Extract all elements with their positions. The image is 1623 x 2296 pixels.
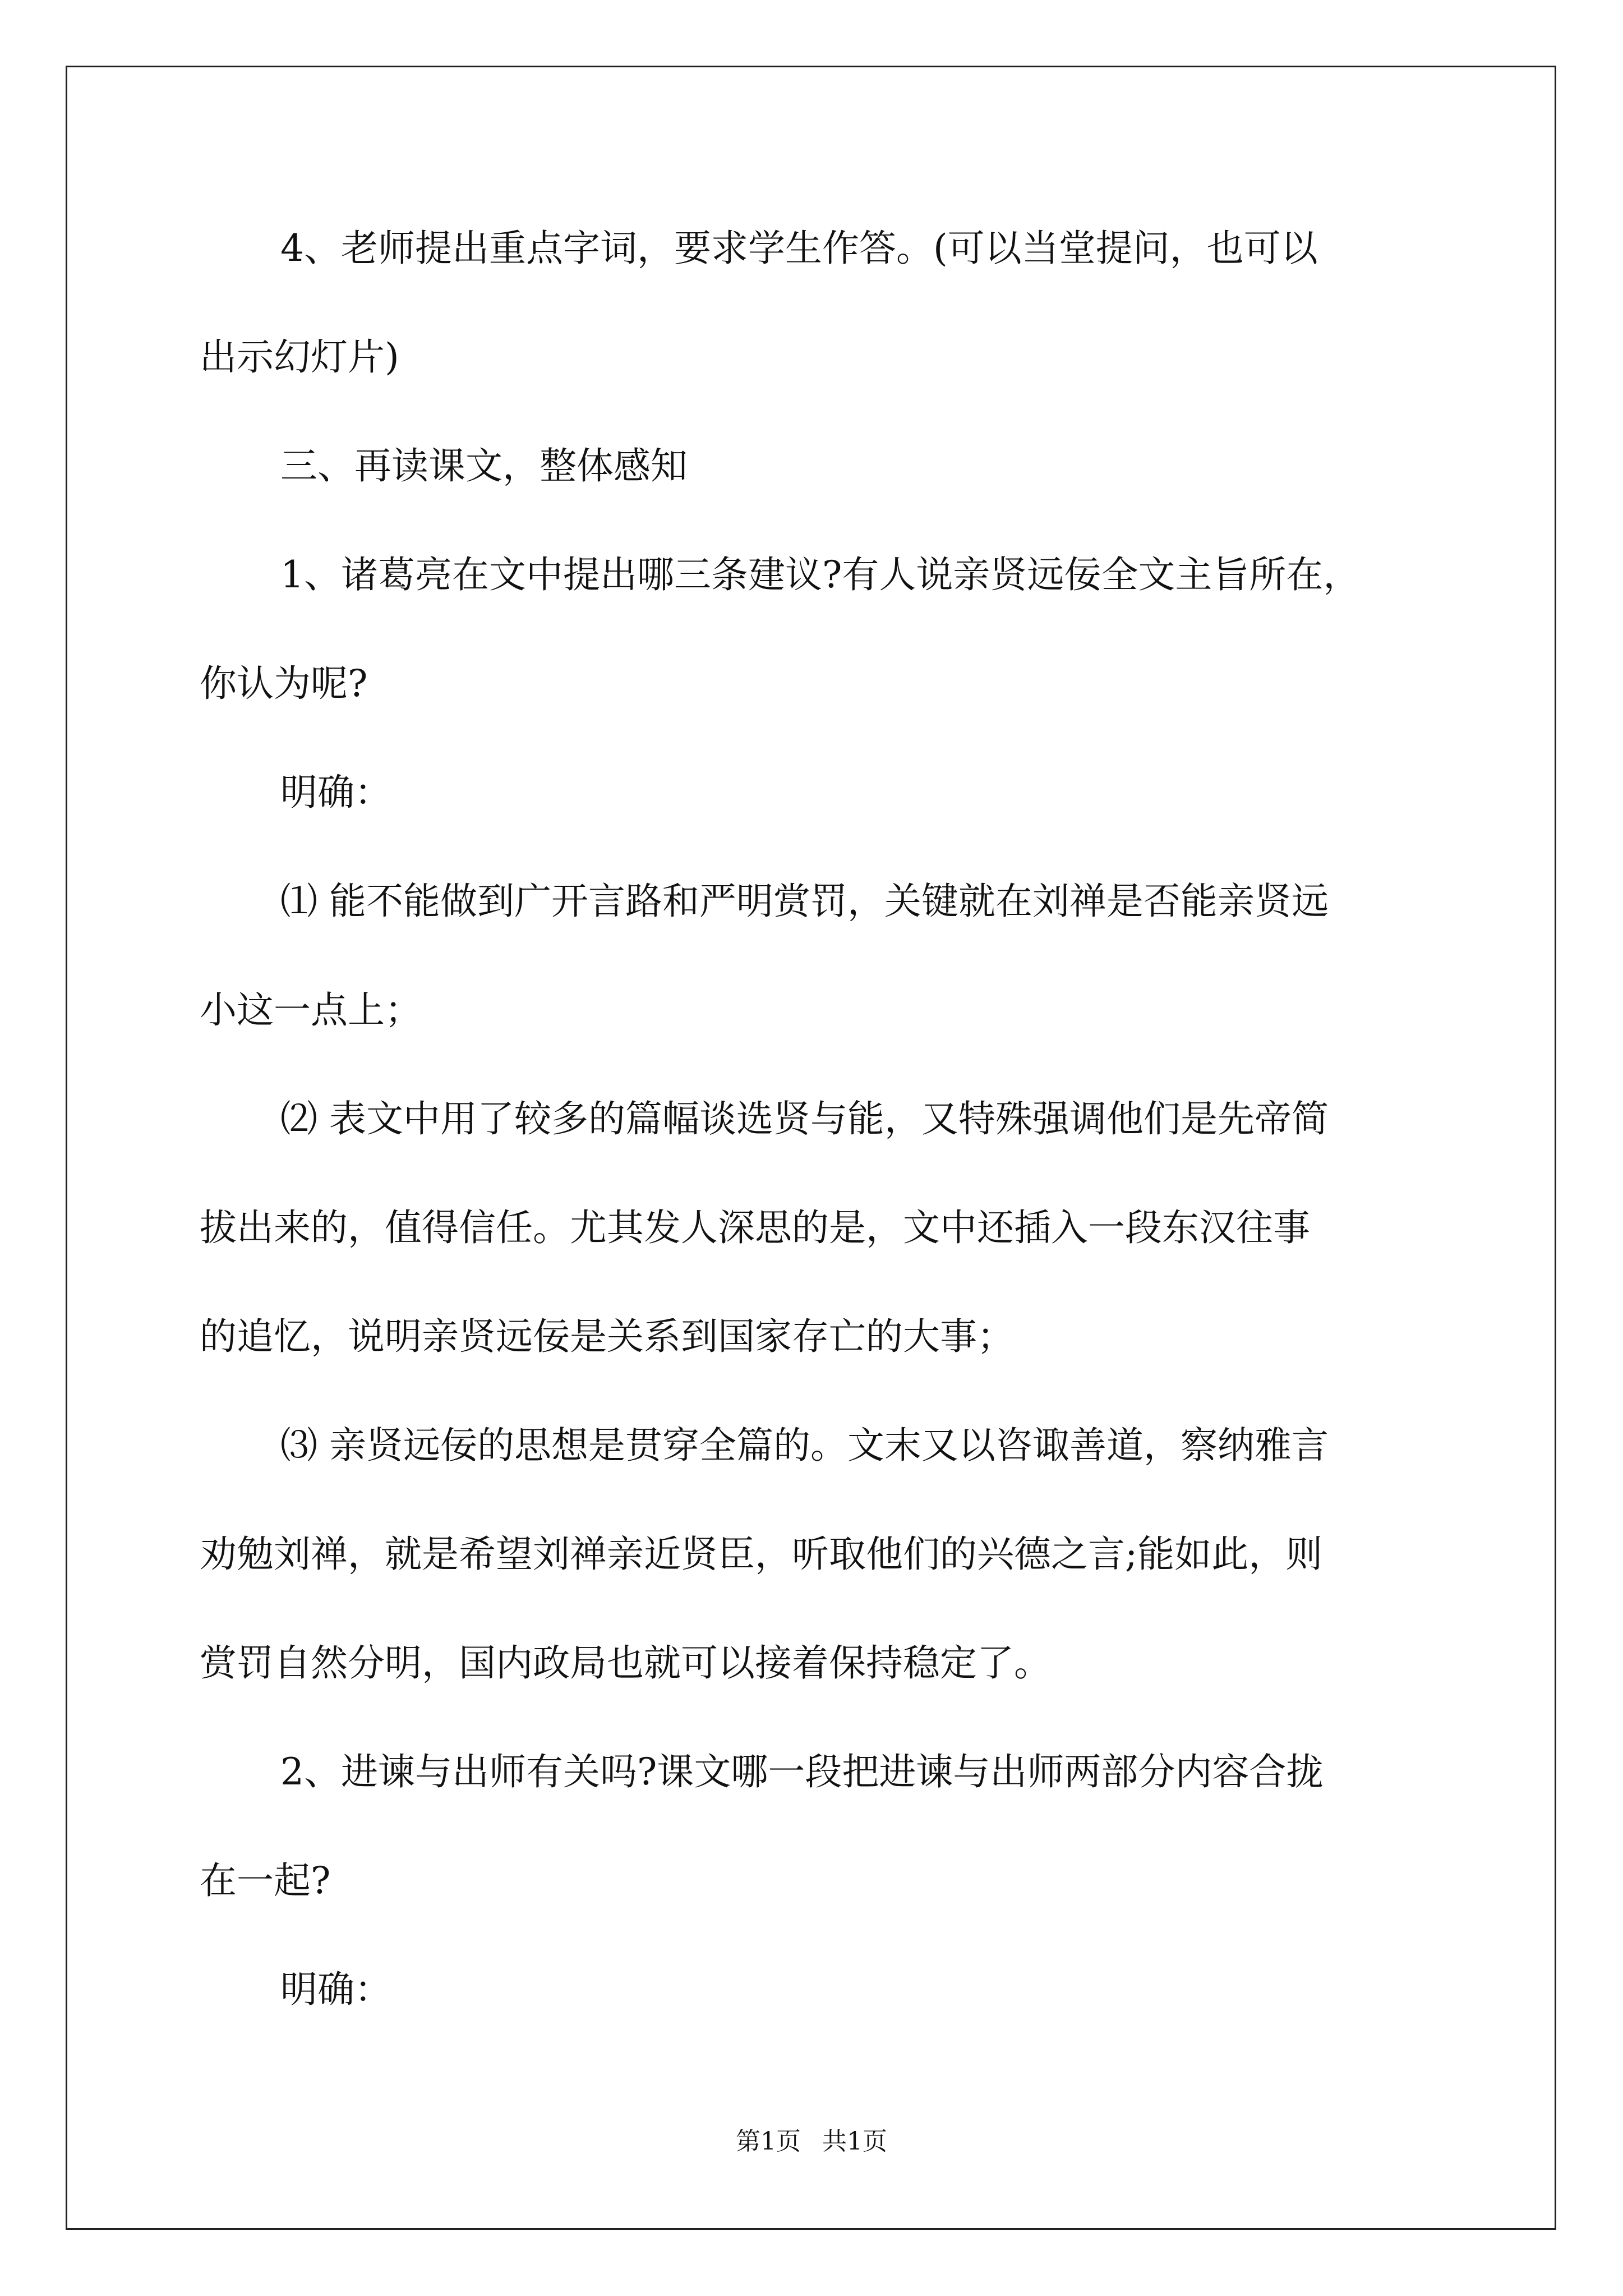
paragraph-line: 明确：: [280, 771, 391, 814]
paragraph-line: 1、诸葛亮在文中提出哪三条建议?有人说亲贤远佞全文主旨所在，: [280, 553, 1361, 596]
section-heading: 三、再读课文，整体感知: [280, 444, 688, 487]
paragraph-line: 在一起?: [200, 1859, 331, 1902]
page-number-total: 共1页: [822, 2127, 887, 2156]
paragraph-line: 小这一点上；: [200, 988, 422, 1032]
paragraph-line: 你认为呢?: [200, 662, 368, 705]
paragraph-line: 明确：: [280, 1968, 391, 2011]
page-border: [66, 66, 1556, 2230]
paragraph-line: 的追忆，说明亲贤远佞是关系到国家存亡的大事；: [200, 1315, 1014, 1358]
paragraph-line: ⑴ 能不能做到广开言路和严明赏罚，关键就在刘禅是否能亲贤远: [280, 880, 1329, 923]
paragraph-line: 出示幻灯片): [200, 335, 399, 379]
page-number-current: 第1页: [736, 2127, 801, 2156]
paragraph-line: 劝勉刘禅，就是希望刘禅亲近贤臣，听取他们的兴德之言;能如此，则: [200, 1533, 1323, 1576]
paragraph-line: ⑶ 亲贤远佞的思想是贯穿全篇的。文末又以咨诹善道，察纳雅言: [280, 1424, 1329, 1467]
paragraph-line: ⑵ 表文中用了较多的篇幅谈选贤与能，又特殊强调他们是先帝简: [280, 1097, 1329, 1140]
paragraph-line: 拔出来的，值得信任。尤其发人深思的是，文中还插入一段东汉往事: [200, 1206, 1310, 1249]
page-footer: [0, 2129, 1623, 2154]
paragraph-line: 2、进谏与出师有关吗?课文哪一段把进谏与出师两部分内容合拢: [280, 1750, 1324, 1793]
paragraph-line: 4、老师提出重点字词，要求学生作答。(可以当堂提问，也可以: [280, 227, 1318, 270]
paragraph-line: 赏罚自然分明，国内政局也就可以接着保持稳定了。: [200, 1641, 1051, 1685]
